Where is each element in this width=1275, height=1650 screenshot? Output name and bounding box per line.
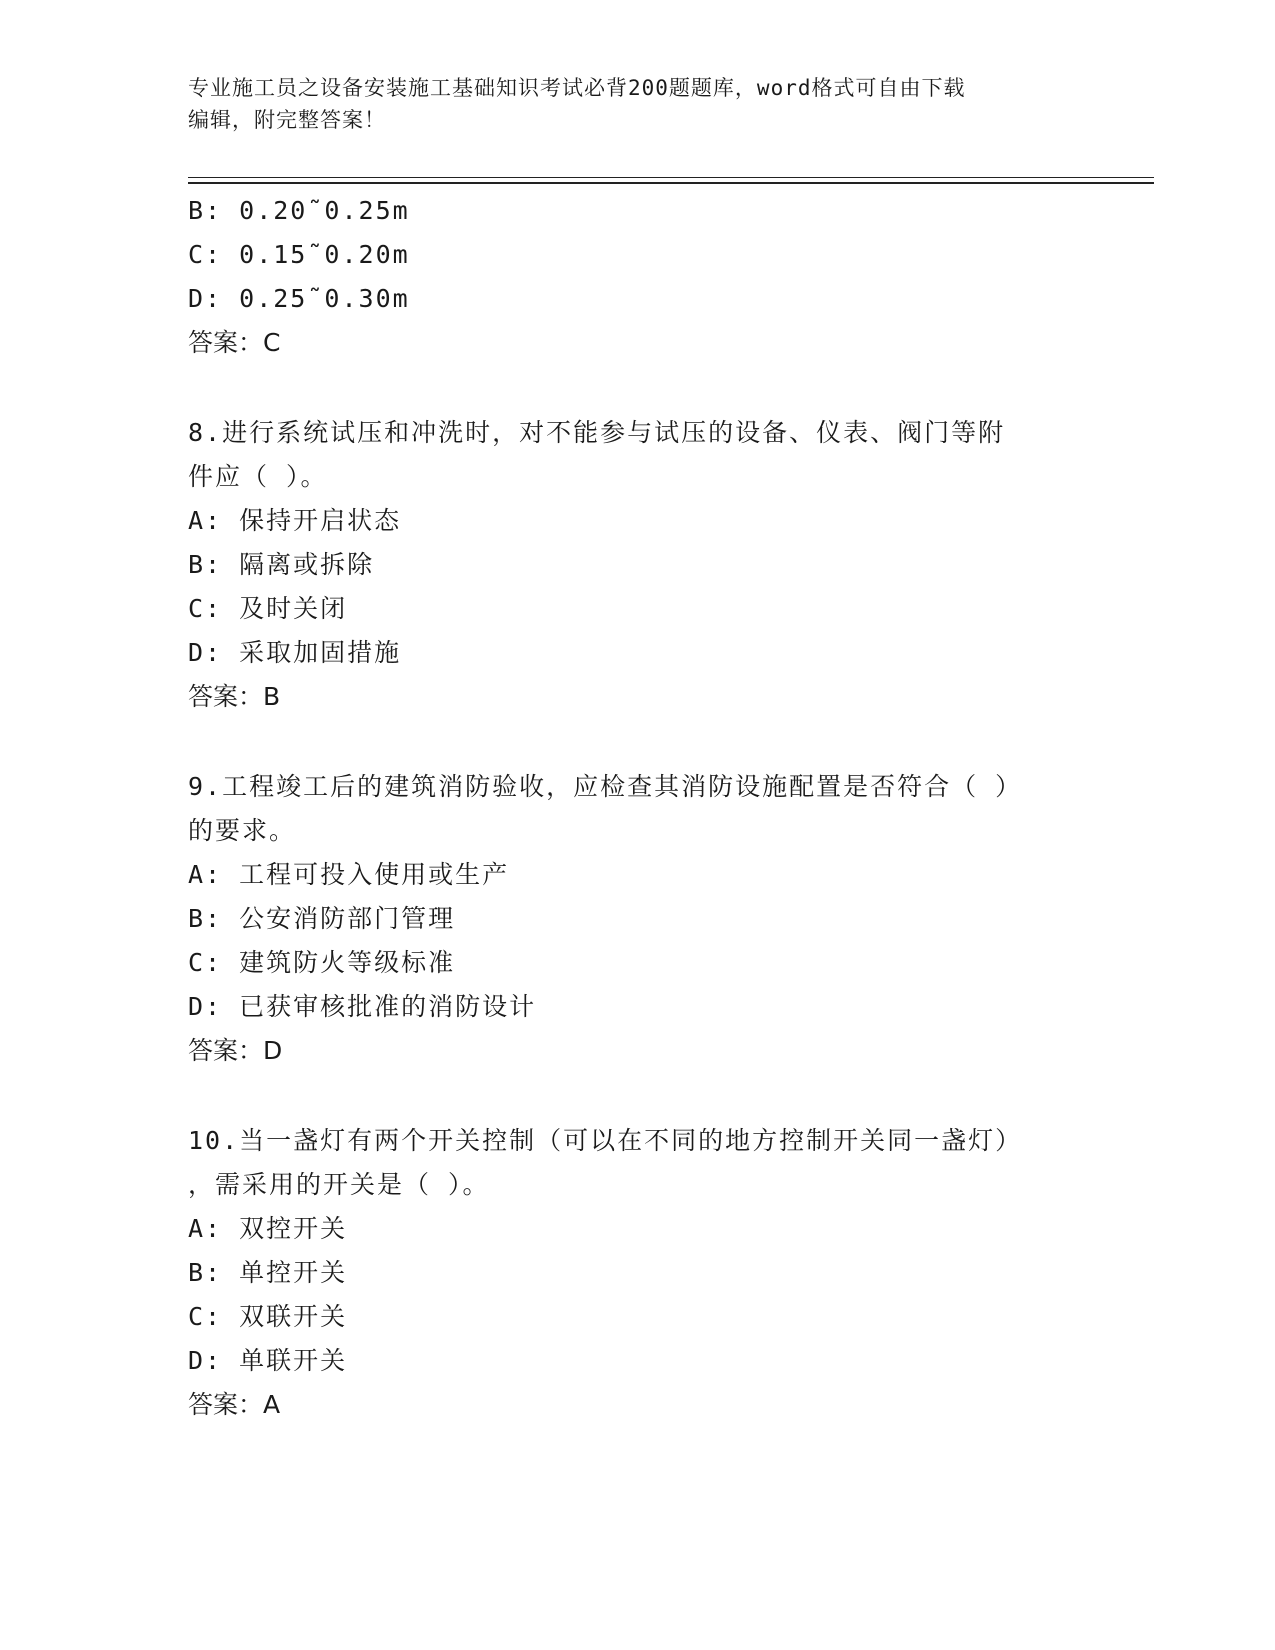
q8-option-d: D: 采取加固措施 xyxy=(188,638,402,667)
q9-answer: 答案：D xyxy=(188,1036,283,1065)
q8-stem-line1: 8.进行系统试压和冲洗时，对不能参与试压的设备、仪表、阀门等附 xyxy=(188,418,1006,447)
q9-option-b: B: 公安消防部门管理 xyxy=(188,904,456,933)
header-title-line1: 专业施工员之设备安装施工基础知识考试必背200题题库，word格式可自由下载 xyxy=(188,76,966,100)
header-title-line2: 编辑，附完整答案！ xyxy=(188,108,386,132)
q8-option-c: C: 及时关闭 xyxy=(188,594,348,623)
q10-option-c: C: 双联开关 xyxy=(188,1302,348,1331)
q8-stem-line2: 件应（ ）。 xyxy=(188,462,328,491)
header-divider-thin xyxy=(188,177,1154,178)
q10-option-d: D: 单联开关 xyxy=(188,1346,348,1375)
header-divider-thick xyxy=(188,182,1154,184)
q9-option-d: D: 已获审核批准的消防设计 xyxy=(188,992,537,1021)
q8-option-a: A: 保持开启状态 xyxy=(188,506,402,535)
q10-stem-line1: 10.当一盏灯有两个开关控制（可以在不同的地方控制开关同一盏灯） xyxy=(188,1126,1023,1155)
q8-answer: 答案：B xyxy=(188,682,281,711)
q9-option-a: A: 工程可投入使用或生产 xyxy=(188,860,510,889)
q10-answer: 答案：A xyxy=(188,1390,281,1419)
q9-option-c: C: 建筑防火等级标准 xyxy=(188,948,456,977)
document-header xyxy=(188,72,1088,136)
q9-stem-line2: 的要求。 xyxy=(188,816,297,845)
q9-stem-line1: 9.工程竣工后的建筑消防验收，应检查其消防设施配置是否符合（ ） xyxy=(188,772,1023,801)
q10-option-a: A: 双控开关 xyxy=(188,1214,348,1243)
q7-answer: 答案：C xyxy=(188,328,281,357)
q10-option-b: B: 单控开关 xyxy=(188,1258,348,1287)
q7-option-c: C: 0.15˜0.20m xyxy=(188,240,410,269)
q7-option-d: D: 0.25˜0.30m xyxy=(188,284,410,313)
q8-option-b: B: 隔离或拆除 xyxy=(188,550,375,579)
q10-stem-line2: ，需采用的开关是（ ）。 xyxy=(188,1170,490,1199)
q7-option-b: B: 0.20˜0.25m xyxy=(188,196,410,225)
